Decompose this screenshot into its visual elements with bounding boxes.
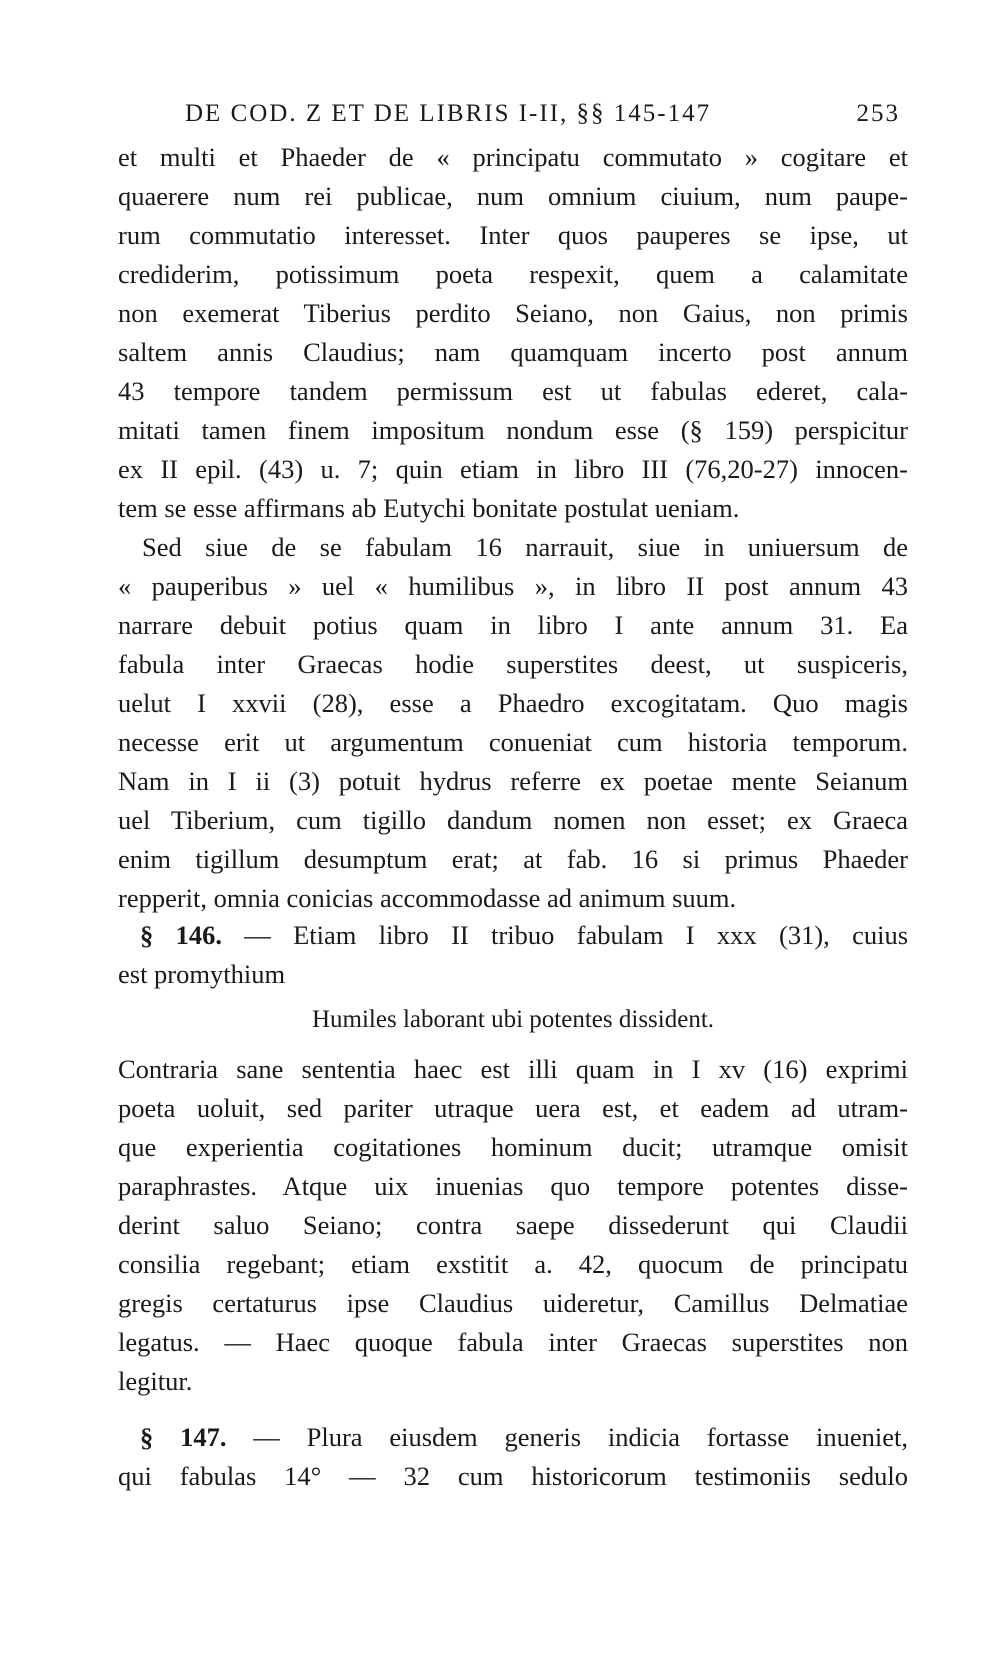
text-line: crediderim, potissimum poeta respexit, quem a calamitate [118, 259, 908, 289]
running-head [185, 100, 900, 130]
text-line: legitur. [118, 1366, 193, 1396]
text-line: saltem annis Claudius; nam quamquam incerto post annum [118, 337, 908, 367]
text-line: quaerere num rei publicae, num omnium ciuium, num paupe- [118, 181, 908, 211]
text-line: legatus. — Haec quoque fabula inter Graecas superstites non [118, 1327, 908, 1357]
text-line: non exemerat Tiberius perdito Seiano, non Gaius, non primis [118, 298, 908, 328]
text-line: gregis certaturus ipse Claudius uideretur, Camillus Delmatiae [118, 1288, 908, 1318]
text-line: ex II epil. (43) u. 7; quin etiam in libro III (76,20-27) innocen- [118, 454, 908, 484]
text-line: Contraria sane sententia haec est illi quam in I xv (16) exprimi [118, 1054, 908, 1084]
text-line: est promythium [118, 959, 286, 989]
text-line: qui fabulas 14° — 32 cum historicorum testimoniis sedulo [118, 1461, 908, 1491]
text-line: paraphrastes. Atque uix inuenias quo tempore potentes disse- [118, 1171, 908, 1201]
text-line: « pauperibus » uel « humilibus », in libro II post annum 43 [118, 571, 908, 601]
text-line: fabula inter Graecas hodie superstites deest, ut suspiceris, [118, 649, 908, 679]
text-line: tem se esse affirmans ab Eutychi bonitate postulat ueniam. [118, 493, 740, 523]
page-number: 253 [856, 100, 900, 127]
text-line: rum commutatio interesset. Inter quos pauperes se ipse, ut [118, 220, 908, 250]
text-line: necesse erit ut argumentum conueniat cum historia temporum. [118, 727, 908, 757]
text-line: et multi et Phaeder de « principatu commutato » cogitare et [118, 142, 908, 172]
text-line: mitati tamen finem impositum nondum esse (§ 159) perspicitur [118, 415, 908, 445]
promythium-quote: Humiles laborant ubi potentes dissident. [311, 1006, 715, 1033]
text-span: — Plura eiusdem generis indicia fortasse inueniet, [253, 1422, 908, 1452]
text-line: 43 tempore tandem permissum est ut fabulas ederet, cala- [118, 376, 908, 406]
text-span: — Etiam libro II tribuo fabulam I xxx (31), cuius [244, 920, 909, 950]
text-line: enim tigillum desumptum erat; at fab. 16 si primus Phaeder [118, 844, 908, 874]
text-line: derint saluo Seiano; contra saepe dissederunt qui Claudii [118, 1210, 908, 1240]
text-line: Sed siue de se fabulam 16 narrauit, siue in uniuersum de [142, 532, 908, 562]
text-line: poeta uoluit, sed pariter utraque uera est, et eadem ad utram- [118, 1093, 908, 1123]
text-line: uel Tiberium, cum tigillo dandum nomen non esset; ex Graeca [118, 805, 908, 835]
text-line: repperit, omnia conicias accommodasse ad animum suum. [118, 883, 737, 913]
running-head-title: DE COD. Z ET DE LIBRIS I-II, §§ 145-147 [185, 100, 712, 127]
section-147-line [140, 1420, 908, 1454]
section-number: § 147. [140, 1422, 227, 1452]
section-146-line [140, 918, 908, 952]
text-line: que experientia cogitationes hominum ducit; utramque omisit [118, 1132, 908, 1162]
text-line: Nam in I ii (3) potuit hydrus referre ex poetae mente Seianum [118, 766, 908, 796]
text-line: uelut I xxvii (28), esse a Phaedro excogitatam. Quo magis [118, 688, 908, 718]
text-line: narrare debuit potius quam in libro I ante annum 31. Ea [118, 610, 908, 640]
text-line: consilia regebant; etiam exstitit a. 42, quocum de principatu [118, 1249, 908, 1279]
section-number: § 146. [140, 920, 222, 950]
